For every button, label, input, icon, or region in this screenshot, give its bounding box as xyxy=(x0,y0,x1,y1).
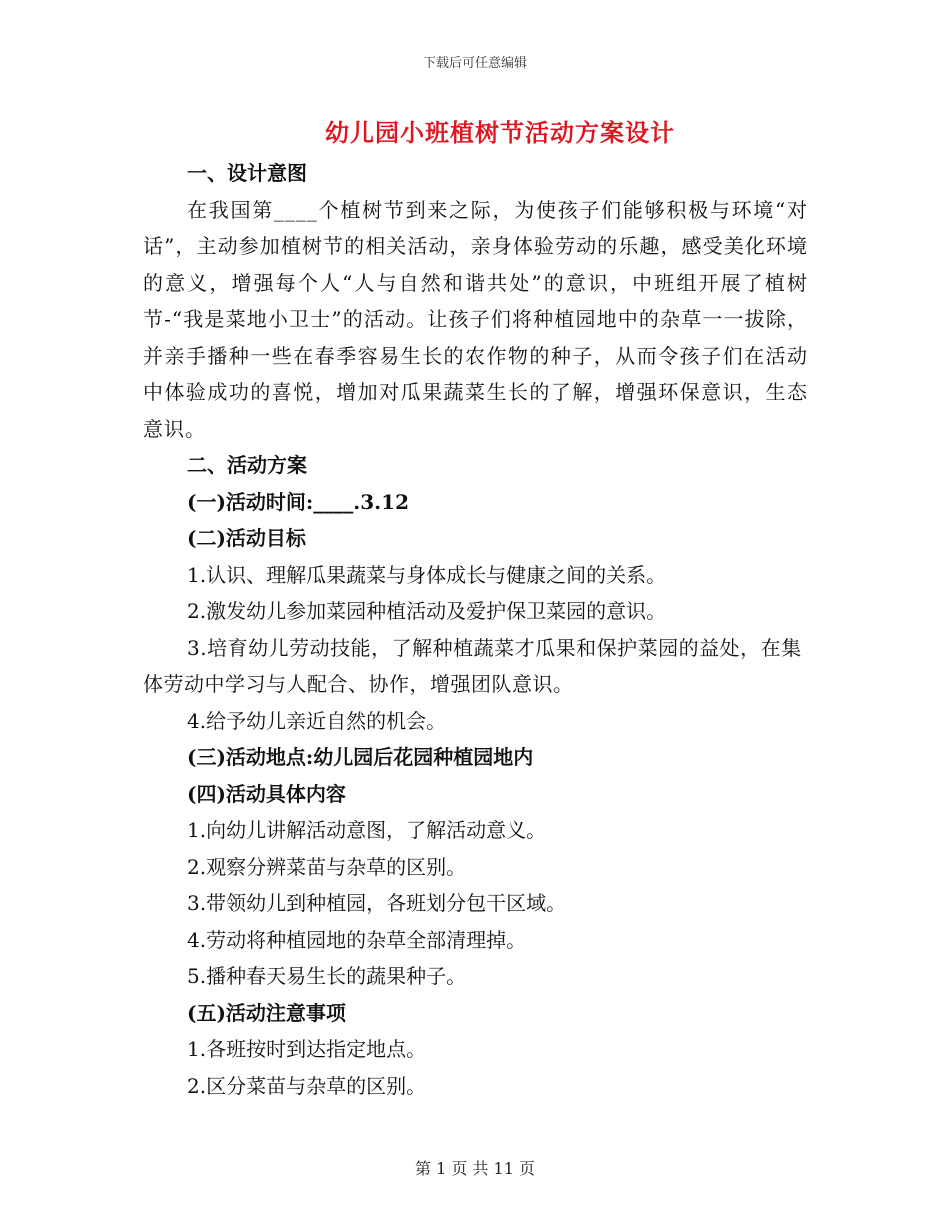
section-heading-activity-plan: 二、活动方案 xyxy=(187,453,307,477)
note-item-1: 1.各班按时到达指定地点。 xyxy=(187,1037,427,1061)
page-footer: 第 1 页 共 11 页 xyxy=(415,1159,535,1178)
section-heading-design-intent: 一、设计意图 xyxy=(187,161,307,185)
document-title: 幼儿园小班植树节活动方案设计 xyxy=(325,118,675,147)
activity-time-heading: (一)活动时间:____.3.12 xyxy=(187,489,409,514)
activity-content-heading: (四)活动具体内容 xyxy=(187,781,346,806)
content-item-3: 3.带领幼儿到种植园，各班划分包干区域。 xyxy=(187,891,567,915)
note-item-2: 2.区分菜苗与杂草的区别。 xyxy=(187,1073,427,1098)
content-item-5: 5.播种春天易生长的蔬果种子。 xyxy=(187,964,467,988)
content-item-4: 4.劳动将种植园地的杂草全部清理掉。 xyxy=(187,927,527,952)
goal-item-2: 2.激发幼儿参加菜园种植活动及爱护保卫菜园的意识。 xyxy=(187,599,667,623)
design-intent-paragraph: 在我国第____个植树节到来之际，为使孩子们能够积极与环境“对话”，主动参加植树节的相关活动，亲身体验劳动的乐趣，感受美化环境的意义，增强每个人“人与自然和谐共处”的意识，中班组开展了植树节-“我是菜地小卫士”的活动。让孩子们将种植园地中的杂草一一拔除，并亲手播种一些在春季容易生长的农作物的种子，从而令孩子们在活动中体验成功的喜悦，增加对瓜果蔬菜生长的了解，增强环保意识，生态意识。 xyxy=(143,197,808,441)
document-body xyxy=(143,155,808,1104)
header-note: 下载后可任意编辑 xyxy=(422,56,527,71)
goal-item-3: 3.培育幼儿劳动技能，了解种植蔬菜才瓜果和保护菜园的益处，在集体劳动中学习与人配合、协作，增强团队意识。 xyxy=(143,635,802,696)
activity-notes-heading: (五)活动注意事项 xyxy=(187,1000,346,1025)
activity-location-heading: (三)活动地点:幼儿园后花园种植园地内 xyxy=(187,745,534,769)
activity-goals-heading: (二)活动目标 xyxy=(187,526,306,550)
goal-item-4: 4.给予幼儿亲近自然的机会。 xyxy=(187,708,447,733)
goal-item-1: 1.认识、理解瓜果蔬菜与身体成长与健康之间的关系。 xyxy=(187,562,667,587)
content-item-2: 2.观察分辨菜苗与杂草的区别。 xyxy=(187,854,467,879)
content-item-1: 1.向幼儿讲解活动意图，了解活动意义。 xyxy=(187,818,547,842)
